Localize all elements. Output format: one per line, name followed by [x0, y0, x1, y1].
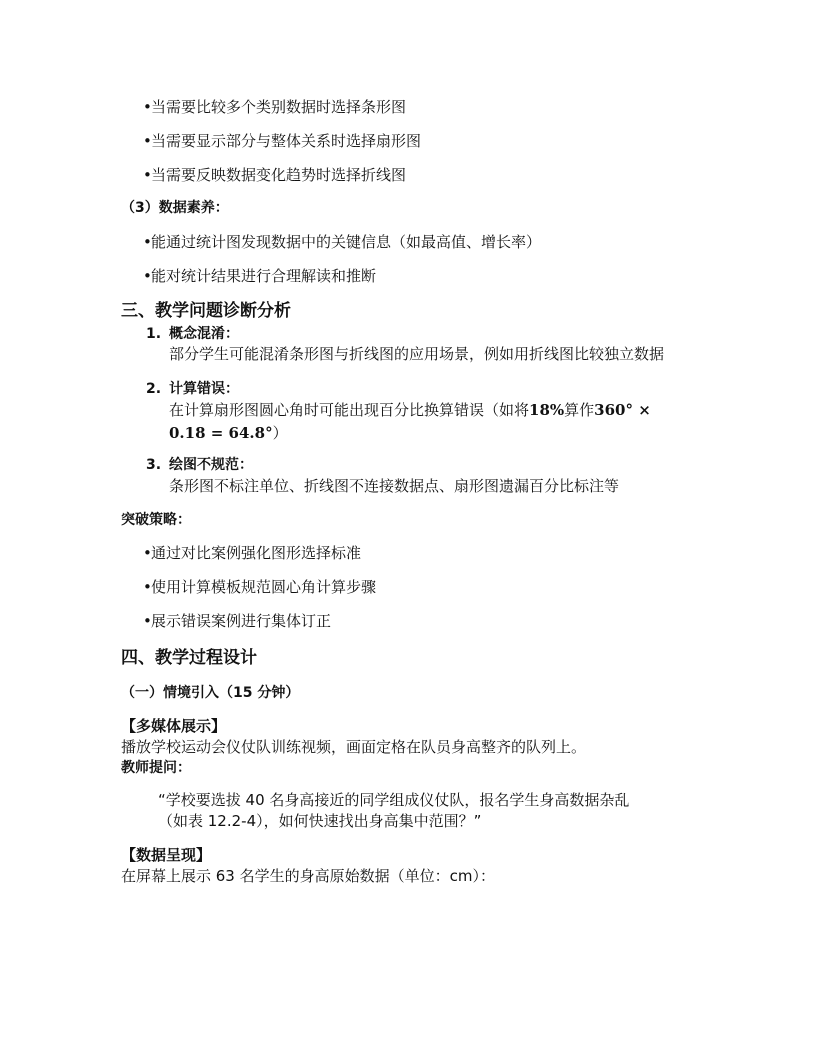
bullet-dot-icon: • [143, 612, 152, 630]
bullet-item: •当需要显示部分与整体关系时选择扇形图 [143, 132, 422, 150]
teacher-ask-label: 教师提问： [121, 760, 191, 776]
bullet-dot-icon: • [143, 578, 152, 596]
bullet-item: •能对统计结果进行合理解读和推断 [143, 267, 377, 285]
bullet-dot-icon: • [143, 233, 152, 251]
media-text: 播放学校运动会仪仗队训练视频，画面定格在队员身高整齐的队列上。 [121, 738, 587, 756]
item-text: 在计算扇形图圆心角时可能出现百分比换算错误（如将18%算作360° × [169, 401, 651, 419]
subsection-title: （一）情境引入（15 分钟） [121, 685, 300, 701]
list-number: 3. [146, 457, 162, 473]
bullet-item: •展示错误案例进行集体订正 [143, 612, 332, 630]
bullet-dot-icon: • [143, 267, 152, 285]
bullet-dot-icon: • [143, 544, 152, 562]
formula-part: 360° × [594, 401, 651, 419]
list-number: 1. [146, 326, 162, 342]
section-title: 三、教学问题诊断分析 [121, 301, 291, 321]
bullet-item: •能通过统计图发现数据中的关键信息（如最高值、增长率） [143, 233, 542, 251]
bullet-item: •通过对比案例强化图形选择标准 [143, 544, 362, 562]
item-text: 条形图不标注单位、折线图不连接数据点、扇形图遗漏百分比标注等 [169, 477, 620, 495]
item-text: 部分学生可能混淆条形图与折线图的应用场景，例如用折线图比较独立数据 [169, 345, 665, 363]
section-title: 四、教学过程设计 [121, 648, 257, 668]
bullet-item: •当需要反映数据变化趋势时选择折线图 [143, 166, 407, 184]
bullet-item: •当需要比较多个类别数据时选择条形图 [143, 98, 407, 116]
bullet-dot-icon: • [143, 166, 152, 184]
data-text: 在屏幕上展示 63 名学生的身高原始数据（单位：cm）： [121, 867, 495, 885]
quote-line: “学校要选拔 40 名身高接近的同学组成仪仗队，报名学生身高数据杂乱 [158, 791, 630, 809]
item-label: 计算错误： [169, 381, 239, 397]
strategy-heading: 突破策略： [121, 512, 191, 528]
media-heading: 【多媒体展示】 [121, 717, 227, 735]
item-label: 概念混淆： [169, 326, 239, 342]
data-heading: 【数据呈现】 [121, 846, 212, 864]
formula-part: 0.18 = 64.8° [169, 424, 273, 442]
item-text-continued: 0.18 = 64.8°） [169, 424, 288, 442]
list-number: 2. [146, 381, 162, 397]
percent-value: 18% [529, 401, 565, 419]
quote-line: （如表 12.2-4），如何快速找出身高集中范围？” [158, 812, 482, 830]
bullet-dot-icon: • [143, 132, 152, 150]
item-label: 绘图不规范： [169, 457, 253, 473]
bullet-dot-icon: • [143, 98, 152, 116]
bullet-item: •使用计算模板规范圆心角计算步骤 [143, 578, 377, 596]
literacy-heading: （3）数据素养： [121, 200, 229, 216]
